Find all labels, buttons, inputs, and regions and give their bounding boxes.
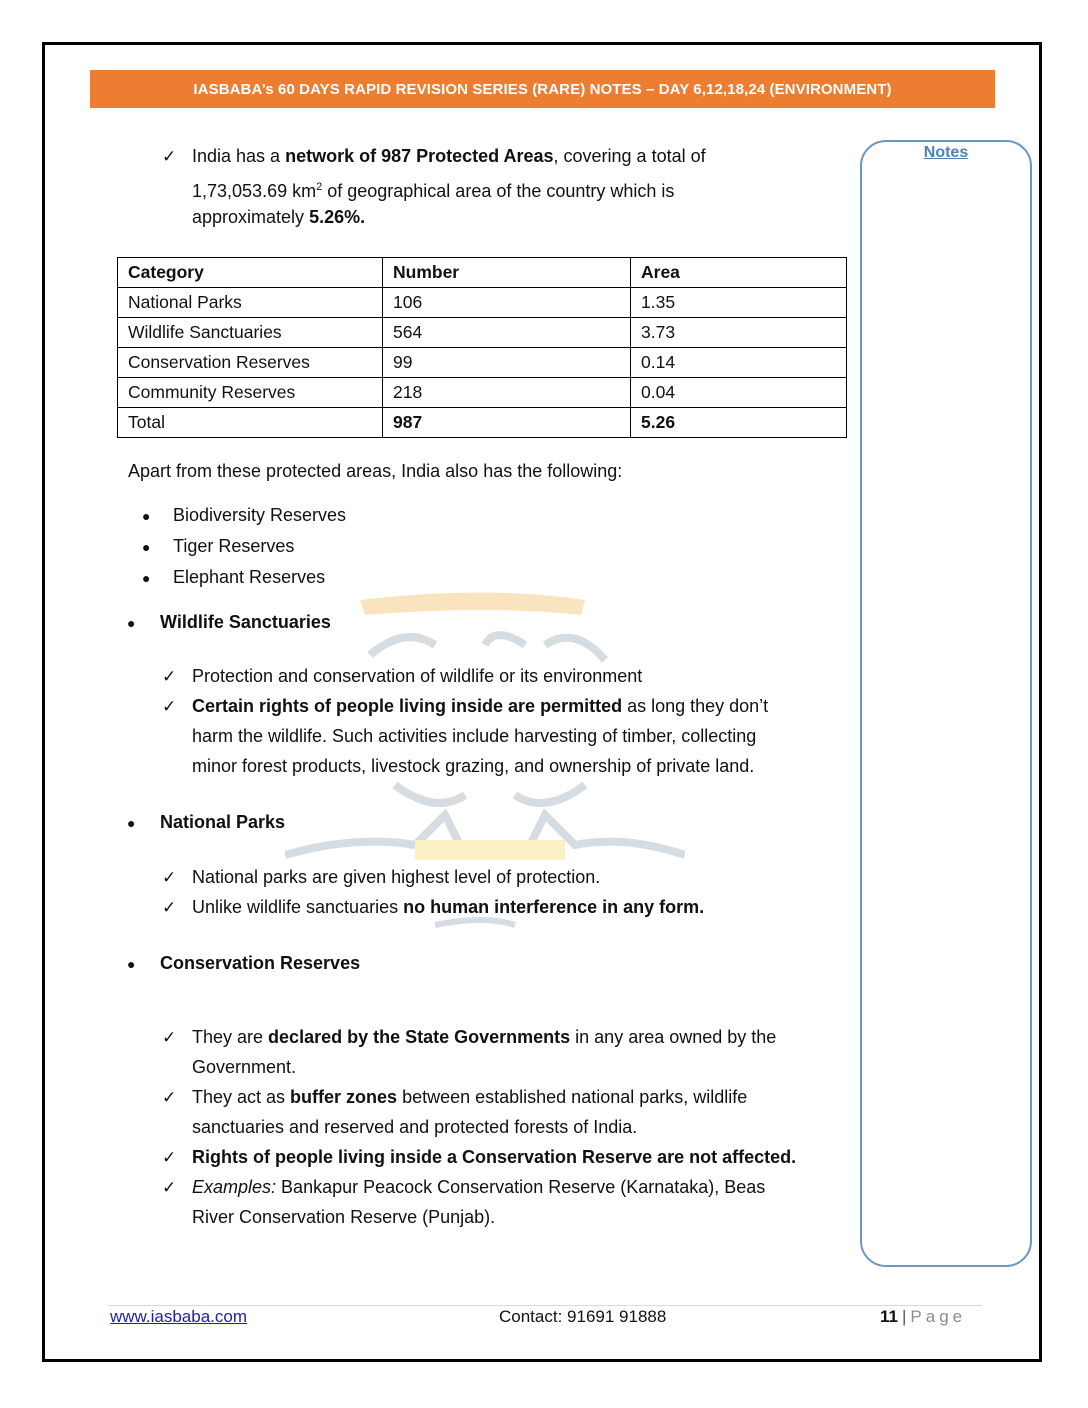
intro-line-3 xyxy=(192,202,365,232)
intro-text: , covering a total of xyxy=(553,146,706,166)
table-cell: 5.26 xyxy=(631,408,847,438)
text: They act as xyxy=(192,1087,291,1107)
section-heading-national-parks: National Parks xyxy=(160,812,286,832)
bullet-icon: ● xyxy=(127,615,136,631)
header-title: IASBABA’s 60 DAYS RAPID REVISION SERIES (RARE) NOTES – DAY 6,12,18,24 (ENVIRONMENT) xyxy=(193,80,892,98)
national-point-2 xyxy=(192,892,704,922)
section-heading-conservation: Conservation Reserves xyxy=(160,953,361,973)
bold-text: buffer zones xyxy=(290,1087,398,1107)
list-item: Tiger Reserves xyxy=(173,536,295,556)
table-header-cell: Number xyxy=(383,258,631,288)
table-cell: 106 xyxy=(383,288,631,318)
page-label: Page xyxy=(910,1307,967,1326)
bullet-icon: ● xyxy=(127,956,136,972)
table-cell: 564 xyxy=(383,318,631,348)
text: Unlike wildlife sanctuaries xyxy=(192,897,404,917)
header-banner xyxy=(90,70,995,108)
wildlife-point-2-line-2: harm the wildlife. Such activities include harvesting of timber, collecting xyxy=(192,726,757,746)
text: They are xyxy=(192,1027,269,1047)
bold-text: no human interference in any form. xyxy=(403,897,705,917)
bold-text: declared by the State Governments xyxy=(268,1027,571,1047)
footer-divider xyxy=(108,1305,982,1306)
page-number xyxy=(880,1307,966,1327)
intro-text: approximately xyxy=(192,207,310,227)
protected-areas-table xyxy=(117,257,847,438)
conservation-point-1-line-2: Government. xyxy=(192,1057,297,1077)
conservation-point-2-line-2: sanctuaries and reserved and protected forests of India. xyxy=(192,1117,638,1137)
intro-text: 1,73,053.69 km xyxy=(192,181,317,201)
intro-bold: 5.26%. xyxy=(309,207,366,227)
table-header-row xyxy=(118,258,847,288)
apart-text: Apart from these protected areas, India also has the following: xyxy=(128,461,623,481)
checkmark-icon: ✓ xyxy=(162,697,177,716)
section-heading-wildlife: Wildlife Sanctuaries xyxy=(160,612,331,632)
bullet-icon: ● xyxy=(142,539,151,555)
table-row xyxy=(118,378,847,408)
table-row xyxy=(118,348,847,378)
conservation-point-2 xyxy=(192,1082,747,1112)
table-header-cell: Category xyxy=(118,258,383,288)
table-cell: Conservation Reserves xyxy=(118,348,383,378)
page-number-value: 11 xyxy=(880,1307,898,1326)
conservation-point-4-line-2: River Conservation Reserve (Punjab). xyxy=(192,1207,496,1227)
checkmark-icon: ✓ xyxy=(162,147,177,166)
page-separator: | xyxy=(901,1307,907,1326)
italic-text: Examples: xyxy=(192,1177,277,1197)
notes-panel xyxy=(860,140,1032,1267)
text: Bankapur Peacock Conservation Reserve (Karnataka), Beas xyxy=(276,1177,766,1197)
bullet-icon: ● xyxy=(142,570,151,586)
list-item: Biodiversity Reserves xyxy=(173,505,347,525)
conservation-point-3: Rights of people living inside a Conservation Reserve are not affected. xyxy=(192,1147,797,1167)
conservation-point-1 xyxy=(192,1022,776,1052)
footer-contact: Contact: 91691 91888 xyxy=(499,1307,667,1326)
table-header-cell: Area xyxy=(631,258,847,288)
table-cell: 218 xyxy=(383,378,631,408)
checkmark-icon: ✓ xyxy=(162,1178,177,1197)
intro-text: India has a xyxy=(192,146,286,166)
table-cell: 3.73 xyxy=(631,318,847,348)
intro-bold: network of 987 Protected Areas xyxy=(285,146,554,166)
table-cell: 1.35 xyxy=(631,288,847,318)
checkmark-icon: ✓ xyxy=(162,1028,177,1047)
checkmark-icon: ✓ xyxy=(162,1088,177,1107)
table-cell: 99 xyxy=(383,348,631,378)
bullet-icon: ● xyxy=(127,815,136,831)
checkmark-icon: ✓ xyxy=(162,667,177,686)
table-cell: Total xyxy=(118,408,383,438)
text: in any area owned by the xyxy=(570,1027,777,1047)
checkmark-icon: ✓ xyxy=(162,868,177,887)
text: as long they don’t xyxy=(622,696,769,716)
intro-text: of geographical area of the country which is xyxy=(322,181,675,201)
bullet-icon: ● xyxy=(142,508,151,524)
wildlife-point-2-line-3: minor forest products, livestock grazing, and ownership of private land. xyxy=(192,756,755,776)
table-cell: Community Reserves xyxy=(118,378,383,408)
text: between established national parks, wildlife xyxy=(397,1087,748,1107)
table-total-row xyxy=(118,408,847,438)
list-item: Elephant Reserves xyxy=(173,567,326,587)
table-row xyxy=(118,288,847,318)
intro-line-2 xyxy=(192,172,674,206)
checkmark-icon: ✓ xyxy=(162,898,177,917)
website-link[interactable]: www.iasbaba.com xyxy=(110,1307,248,1326)
table-cell: National Parks xyxy=(118,288,383,318)
table-cell: Wildlife Sanctuaries xyxy=(118,318,383,348)
table-cell: 987 xyxy=(383,408,631,438)
conservation-point-4 xyxy=(192,1172,765,1202)
intro-line-1 xyxy=(192,141,706,171)
bold-text: Certain rights of people living inside are permitted xyxy=(192,696,623,716)
notes-title: Notes xyxy=(923,144,969,161)
table-cell: 0.14 xyxy=(631,348,847,378)
wildlife-point-2 xyxy=(192,691,768,721)
table-row xyxy=(118,318,847,348)
national-point-1: National parks are given highest level of protection. xyxy=(192,867,601,887)
table-cell: 0.04 xyxy=(631,378,847,408)
wildlife-point-1: Protection and conservation of wildlife or its environment xyxy=(192,666,643,686)
superscript: 2 xyxy=(316,181,323,193)
checkmark-icon: ✓ xyxy=(162,1148,177,1167)
